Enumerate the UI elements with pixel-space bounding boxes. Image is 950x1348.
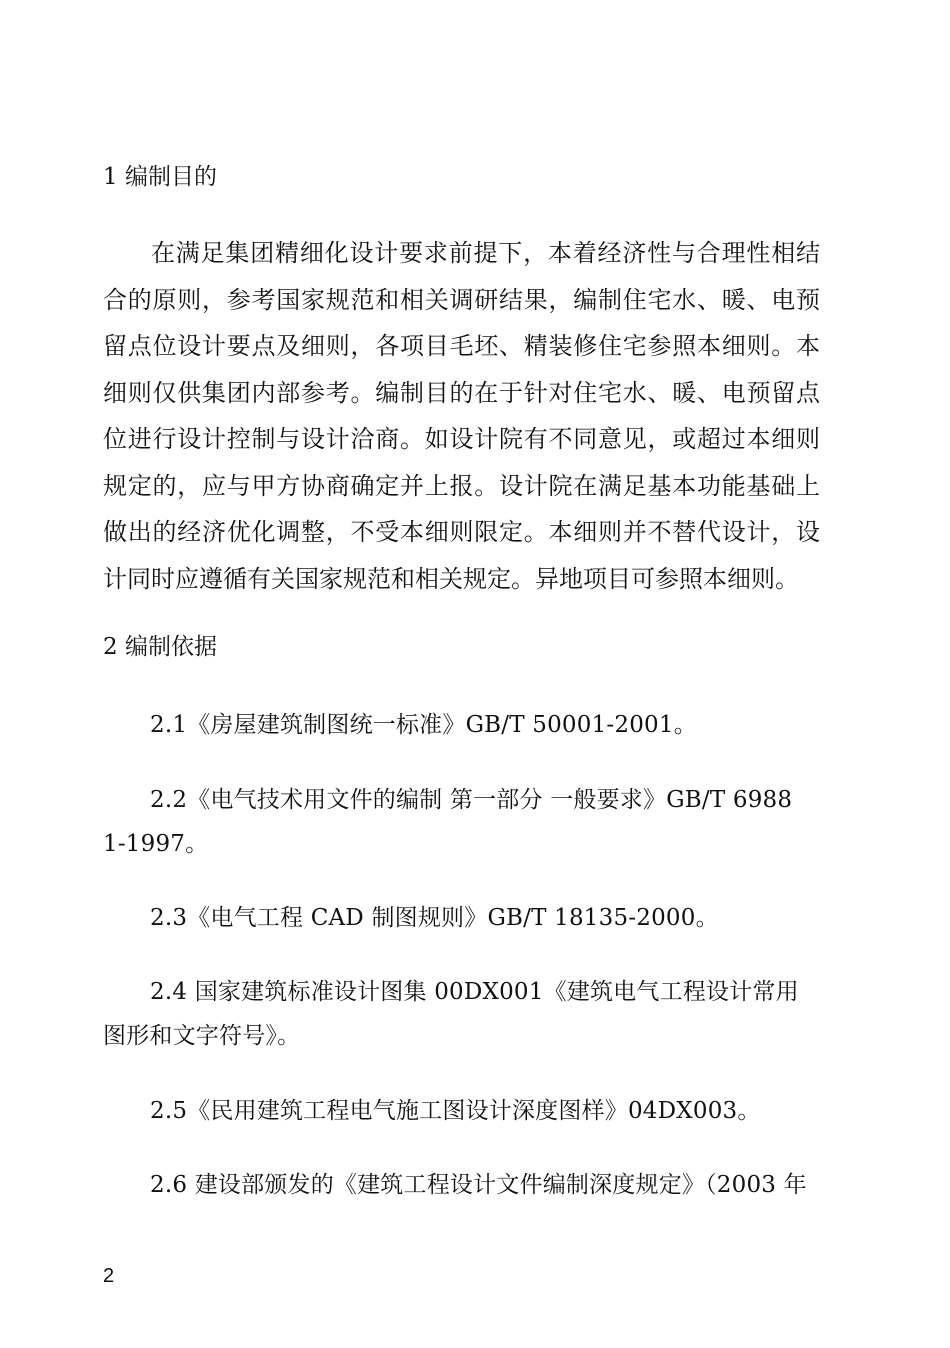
basis-item: 2.1《房屋建筑制图统一标准》GB/T 50001-2001。 [150, 712, 697, 738]
basis-item: 2.5《民用建筑工程电气施工图设计深度图样》04DX003。 [150, 1098, 761, 1124]
basis-item: 2.4 国家建筑标准设计图集 00DX001《建筑电气工程设计常用图形和文字符号》。 [103, 979, 799, 1049]
purpose-paragraph: 在满足集团精细化设计要求前提下，本着经济性与合理性相结合的原则，参考国家规范和相关调研结果，编制住宅水、暖、电预留点位设计要点及细则，各项目毛坯、精装修住宅参照本细则。本细则仅供集团内部参考。编制目的在于针对住宅水、暖、电预留点位进行设计控制与设计洽商。如设计院有不同意见，或超过本细则规定的，应与甲方协商确定并上报。设计院在满足基本功能基础上做出的经济优化调整，不受本细则限定。本细则并不替代设计，设计同时应遵循有关国家规范和相关规定。异地项目可参照本细则。 [103, 239, 820, 593]
basis-item: 2.3《电气工程 CAD 制图规则》GB/T 18135-2000。 [150, 905, 719, 931]
page-number: 2 [103, 1265, 115, 1287]
section-heading-basis: 2 编制依据 [103, 634, 217, 660]
basis-item: 2.6 建设部颁发的《建筑工程设计文件编制深度规定》（2003 年 [150, 1172, 807, 1198]
section-heading-purpose: 1 编制目的 [103, 164, 217, 190]
basis-item: 2.2《电气技术用文件的编制 第一部分 一般要求》GB/T 6988 1-1997。 [103, 787, 793, 857]
